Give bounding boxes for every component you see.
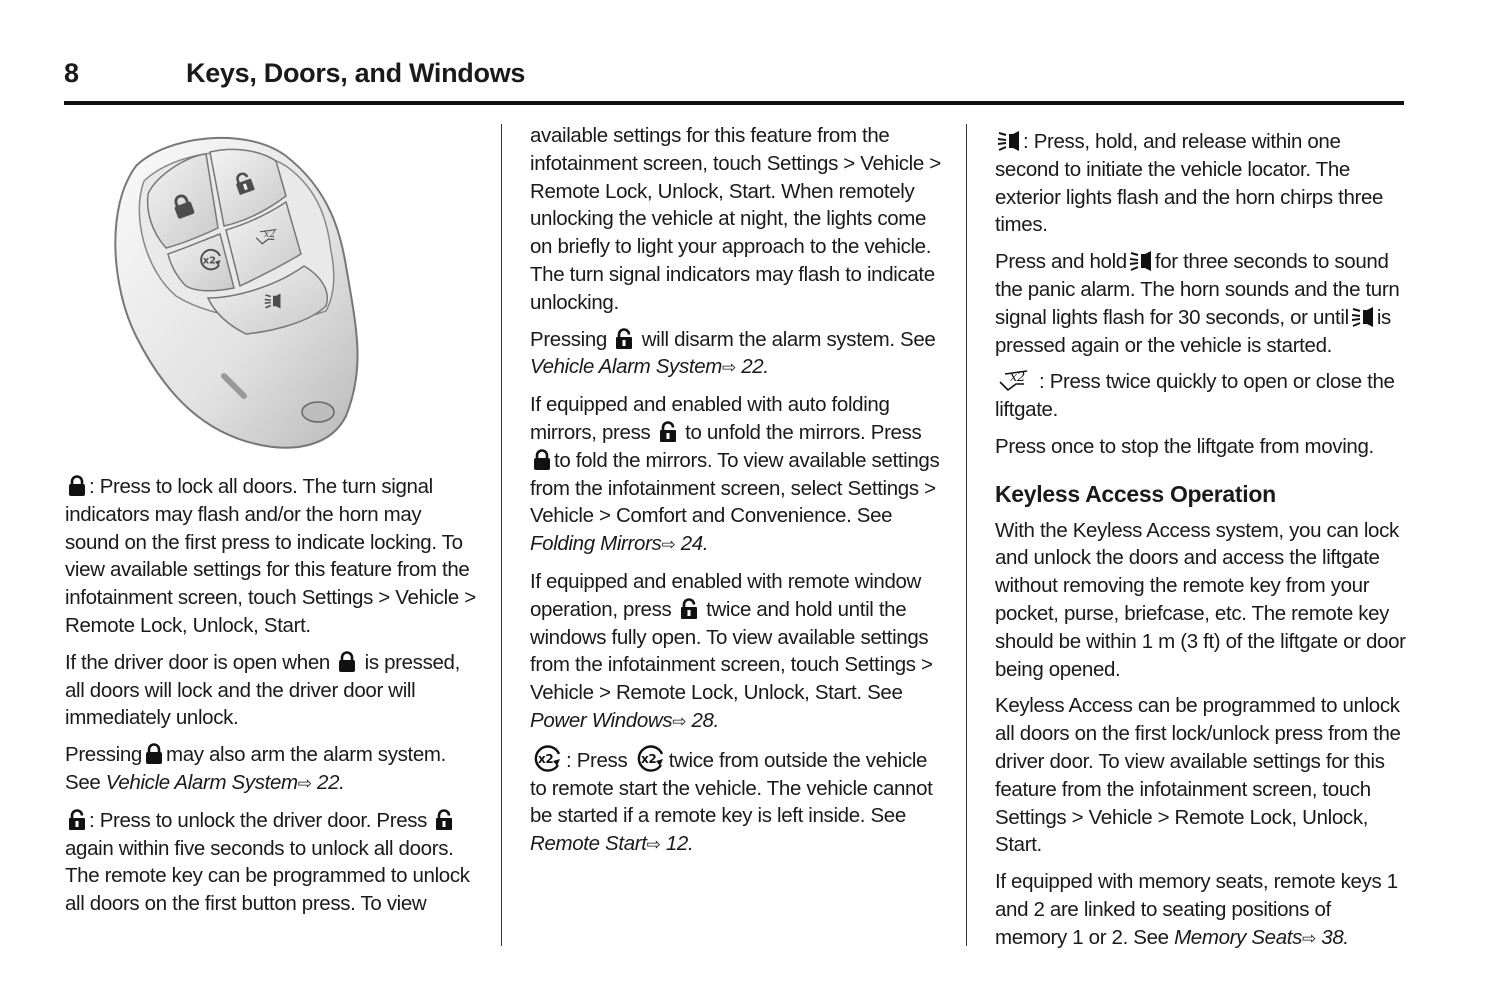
column-2: [530, 122, 942, 868]
liftgate-x2-icon: [997, 368, 1037, 394]
vehicle-locator-horn-icon: [997, 130, 1021, 152]
key-fob-illustration: [96, 126, 396, 456]
column-1: [65, 473, 477, 927]
page-number: 8: [64, 58, 80, 88]
unlock-icon: [614, 328, 634, 350]
page-reference[interactable]: 12.: [665, 832, 694, 856]
unlock-icon: [67, 809, 87, 831]
lock-paragraph: : Press to lock all doors. The turn signal indicators may flash and/or the horn may sound on the first press to indicate locking. To view available settings for this feature from the infotainment screen, touch Settings > Vehicle > Remote Lock, Unlock, Start.: [65, 475, 476, 637]
keyless-program-paragraph: Keyless Access can be programmed to unlock all doors on the first lock/unlock press from the driver door. To view available settings for this feature from the infotainment screen, touch Settings > Vehicle > Remote Lock, Unlock, Start.: [995, 694, 1401, 857]
unlock-icon: [679, 598, 699, 620]
column-divider-2: [966, 124, 967, 946]
lock-icon: [337, 651, 357, 673]
unlock-icon: [658, 421, 678, 443]
memory-seats-link[interactable]: Memory Seats: [1174, 925, 1303, 949]
page-header: [64, 58, 1404, 94]
chapter-title: Keys, Doors, and Windows: [186, 58, 526, 88]
vehicle-locator-paragraph: : Press, hold, and release within one second to initiate the vehicle locator. The exterior lights flash and the horn chirps three times.: [995, 130, 1384, 237]
page-reference[interactable]: 38.: [1321, 925, 1349, 949]
unlock-paragraph: : Press to unlock the driver door. Press again within five seconds to unlock all doors. The remote key can be programmed to unlock all doors on the first button press. To view: [65, 808, 470, 916]
lock-icon: [67, 475, 87, 497]
page-reference[interactable]: 24.: [680, 532, 709, 556]
page-reference[interactable]: 22.: [741, 355, 769, 379]
column-3: [995, 128, 1407, 962]
page-arrow-icon: ⇨: [646, 835, 661, 855]
lock-icon: [144, 743, 164, 765]
unlock-icon: [434, 809, 454, 831]
memory-seats-paragraph: If equipped with memory seats, remote keys 1 and 2 are linked to seating positions of memory 1 or 2. See Memory Seats⇨ 38.: [995, 870, 1398, 949]
vehicle-alarm-system-link[interactable]: Vehicle Alarm System: [105, 770, 298, 794]
folding-mirrors-link[interactable]: Folding Mirrors: [530, 532, 662, 556]
header-rule: [64, 101, 1404, 105]
panic-alarm-paragraph: Press and hold for three seconds to sound the panic alarm. The horn sounds and the turn signal lights flash for 30 seconds, or until is pressed again or the vehicle is started.: [995, 250, 1400, 357]
power-windows-paragraph: If equipped and enabled with remote window operation, press twice and hold until the windows fully open. To view available settings from the infotainment screen, touch Settings > Vehicle > Remote Lock, Unlock, Start. See Power Windows⇨ 28.: [530, 569, 933, 732]
column-divider-1: [501, 124, 502, 946]
liftgate-paragraph: : Press twice quickly to open or close the liftgate.: [995, 370, 1395, 422]
remote-start-x2-icon: [532, 745, 564, 773]
lock-icon: [532, 449, 552, 471]
liftgate-stop-paragraph: Press once to stop the liftgate from moving.: [995, 434, 1374, 458]
keyless-access-paragraph: With the Keyless Access system, you can lock and unlock the doors and access the liftgate without removing the remote key from your pocket, purse, briefcase, etc. The remote key should be within 1 m (3 ft) of the liftgate or door being opened.: [995, 518, 1406, 681]
disarm-paragraph: Pressing will disarm the alarm system. See Vehicle Alarm System⇨ 22.: [530, 327, 936, 379]
page-arrow-icon: ⇨: [672, 711, 687, 731]
page-reference[interactable]: 22.: [317, 770, 345, 794]
section-heading: Keyless Access Operation: [995, 480, 1276, 507]
driver-door-paragraph: If the driver door is open when is pressed, all doors will lock and the driver door will immediately unlock.: [65, 650, 460, 730]
page-arrow-icon: ⇨: [661, 535, 676, 555]
vehicle-alarm-system-link[interactable]: Vehicle Alarm System: [530, 355, 722, 379]
remote-start-paragraph: : Press twice from outside the vehicle to remote start the vehicle. The vehicle cannot be started if a remote key is left inside. See Remote Start⇨ 12.: [530, 745, 942, 859]
vehicle-locator-horn-icon: [1129, 250, 1153, 272]
power-windows-link[interactable]: Power Windows: [530, 708, 673, 732]
vehicle-locator-horn-icon: [1351, 306, 1375, 328]
remote-start-x2-icon: [635, 745, 667, 773]
continued-paragraph: available settings for this feature from the infotainment screen, touch Settings > Vehicle > Remote Lock, Unlock, Start. When remotely unlocking the vehicle at night, the lights come on briefly to light your approach to the vehicle. The turn signal indicators may flash to indicate unlocking.: [530, 124, 941, 314]
arm-alarm-paragraph: Pressing may also arm the alarm system. See Vehicle Alarm System⇨ 22.: [65, 743, 446, 794]
folding-mirrors-paragraph: If equipped and enabled with auto folding mirrors, press to unfold the mirrors. Press to fold the mirrors. To view available settings from the infotainment screen, select Settings > Vehicle > Comfort and Convenience. See Folding Mirrors⇨ 24.: [530, 393, 940, 556]
page-arrow-icon: ⇨: [1302, 928, 1316, 948]
page-reference[interactable]: 28.: [691, 708, 719, 732]
remote-start-link[interactable]: Remote Start: [530, 832, 647, 856]
page-arrow-icon: ⇨: [297, 773, 312, 793]
page-arrow-icon: ⇨: [721, 358, 736, 378]
